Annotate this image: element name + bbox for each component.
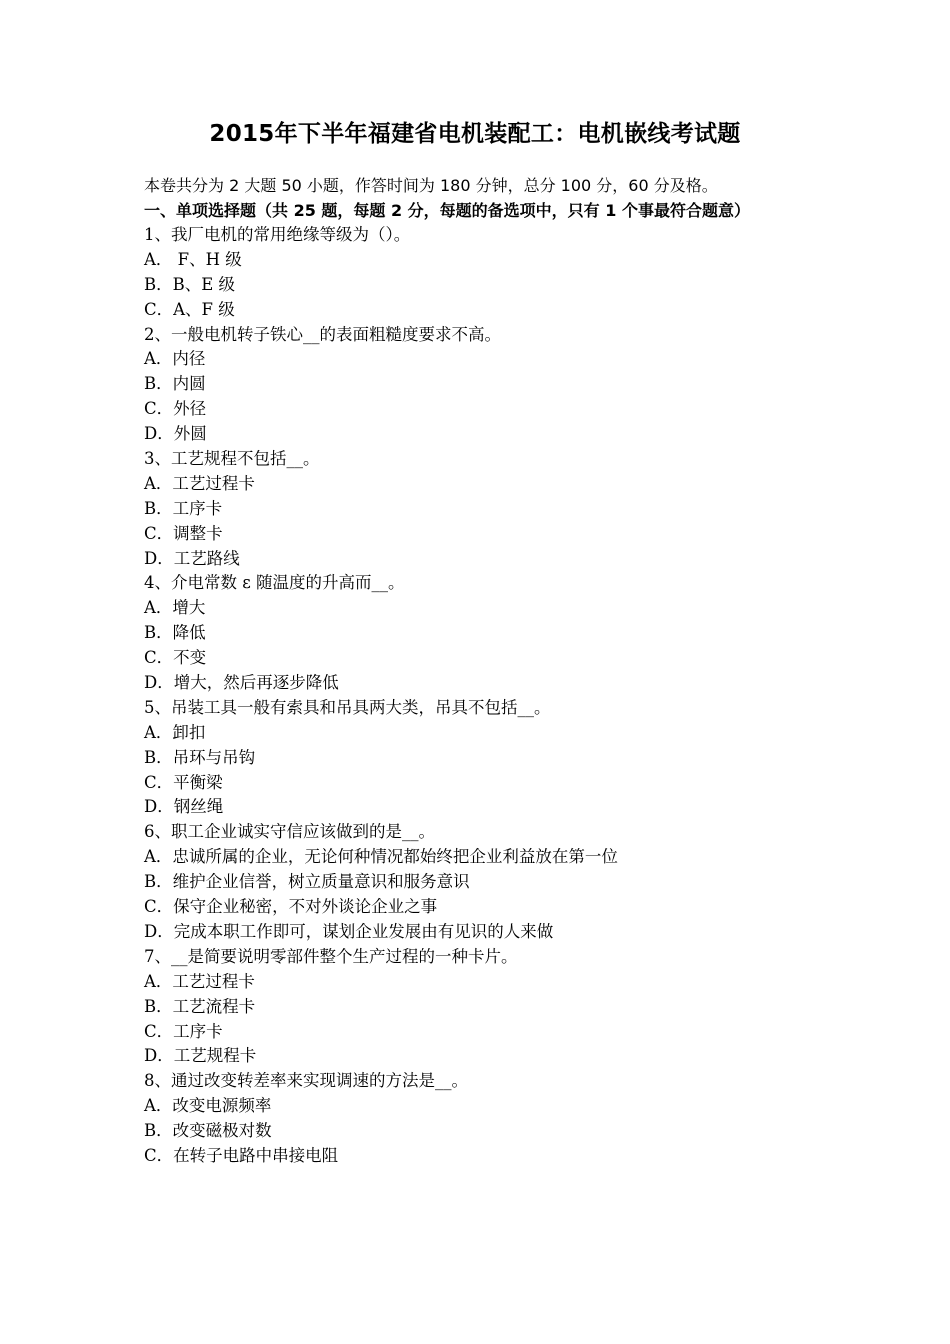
answer-option: D．工艺路线 <box>144 548 240 568</box>
question-stem: 5、吊装工具一般有索具和吊具两大类，吊具不包括__。 <box>144 697 551 717</box>
answer-option: D．钢丝绳 <box>144 797 224 817</box>
answer-option: C．A、F 级 <box>144 299 235 319</box>
answer-option: B．降低 <box>144 623 206 643</box>
answer-option: B．维护企业信誉，树立质量意识和服务意识 <box>144 872 470 892</box>
question-stem: 1、我厂电机的常用绝缘等级为（）。 <box>144 225 411 244</box>
answer-option: B．吊环与吊钩 <box>144 747 256 767</box>
answer-option: B．内圆 <box>144 374 206 394</box>
answer-option: B．工序卡 <box>144 498 223 518</box>
answer-option: B．改变磁极对数 <box>144 1121 272 1141</box>
answer-option: A．工艺过程卡 <box>144 473 255 493</box>
question-stem: 2、一般电机转子铁心__的表面粗糙度要求不高。 <box>144 324 501 344</box>
question-stem: 7、__是简要说明零部件整个生产过程的一种卡片。 <box>144 946 518 966</box>
question-stem: 4、介电常数 ε 随温度的升高而__。 <box>144 573 405 593</box>
answer-option: D．外圆 <box>144 424 207 444</box>
answer-option: A．内径 <box>144 349 206 369</box>
question-stem: 3、工艺规程不包括__。 <box>144 449 320 469</box>
page-title: 2015年下半年福建省电机装配工：电机嵌线考试题 <box>209 121 741 147</box>
answer-option: B．B、E 级 <box>144 274 236 294</box>
answer-option: A． F、H 级 <box>144 249 242 269</box>
answer-option: B．工艺流程卡 <box>144 996 256 1016</box>
answer-option: D．增大，然后再逐步降低 <box>144 673 339 693</box>
section-heading: 一、单项选择题（共 25 题，每题 2 分，每题的备选项中，只有 1 个事最符合题意） <box>144 201 750 220</box>
document-body <box>144 173 816 1169</box>
answer-option: A．增大 <box>144 598 206 618</box>
answer-option: C．工序卡 <box>144 1021 223 1041</box>
answer-option: C．外径 <box>144 399 207 419</box>
answer-option: A．卸扣 <box>144 722 206 742</box>
answer-option: A．忠诚所属的企业，无论何种情况都始终把企业利益放在第一位 <box>144 847 618 867</box>
question-list <box>144 223 816 1169</box>
answer-option: C．不变 <box>144 648 207 668</box>
exam-intro: 本卷共分为 2 大题 50 小题，作答时间为 180 分钟，总分 100 分，60 分及格。 <box>144 176 718 195</box>
question-stem: 6、职工企业诚实守信应该做到的是__。 <box>144 822 435 842</box>
question-stem: 8、通过改变转差率来实现调速的方法是__。 <box>144 1071 468 1091</box>
answer-option: D．完成本职工作即可，谋划企业发展由有见识的人来做 <box>144 921 554 941</box>
answer-option: D．工艺规程卡 <box>144 1046 257 1066</box>
answer-option: C．调整卡 <box>144 523 223 543</box>
answer-option: C．保守企业秘密，不对外谈论企业之事 <box>144 897 438 917</box>
answer-option: C．平衡梁 <box>144 772 223 792</box>
answer-option: C．在转子电路中串接电阻 <box>144 1145 339 1165</box>
answer-option: A．改变电源频率 <box>144 1096 272 1116</box>
answer-option: A．工艺过程卡 <box>144 971 255 991</box>
